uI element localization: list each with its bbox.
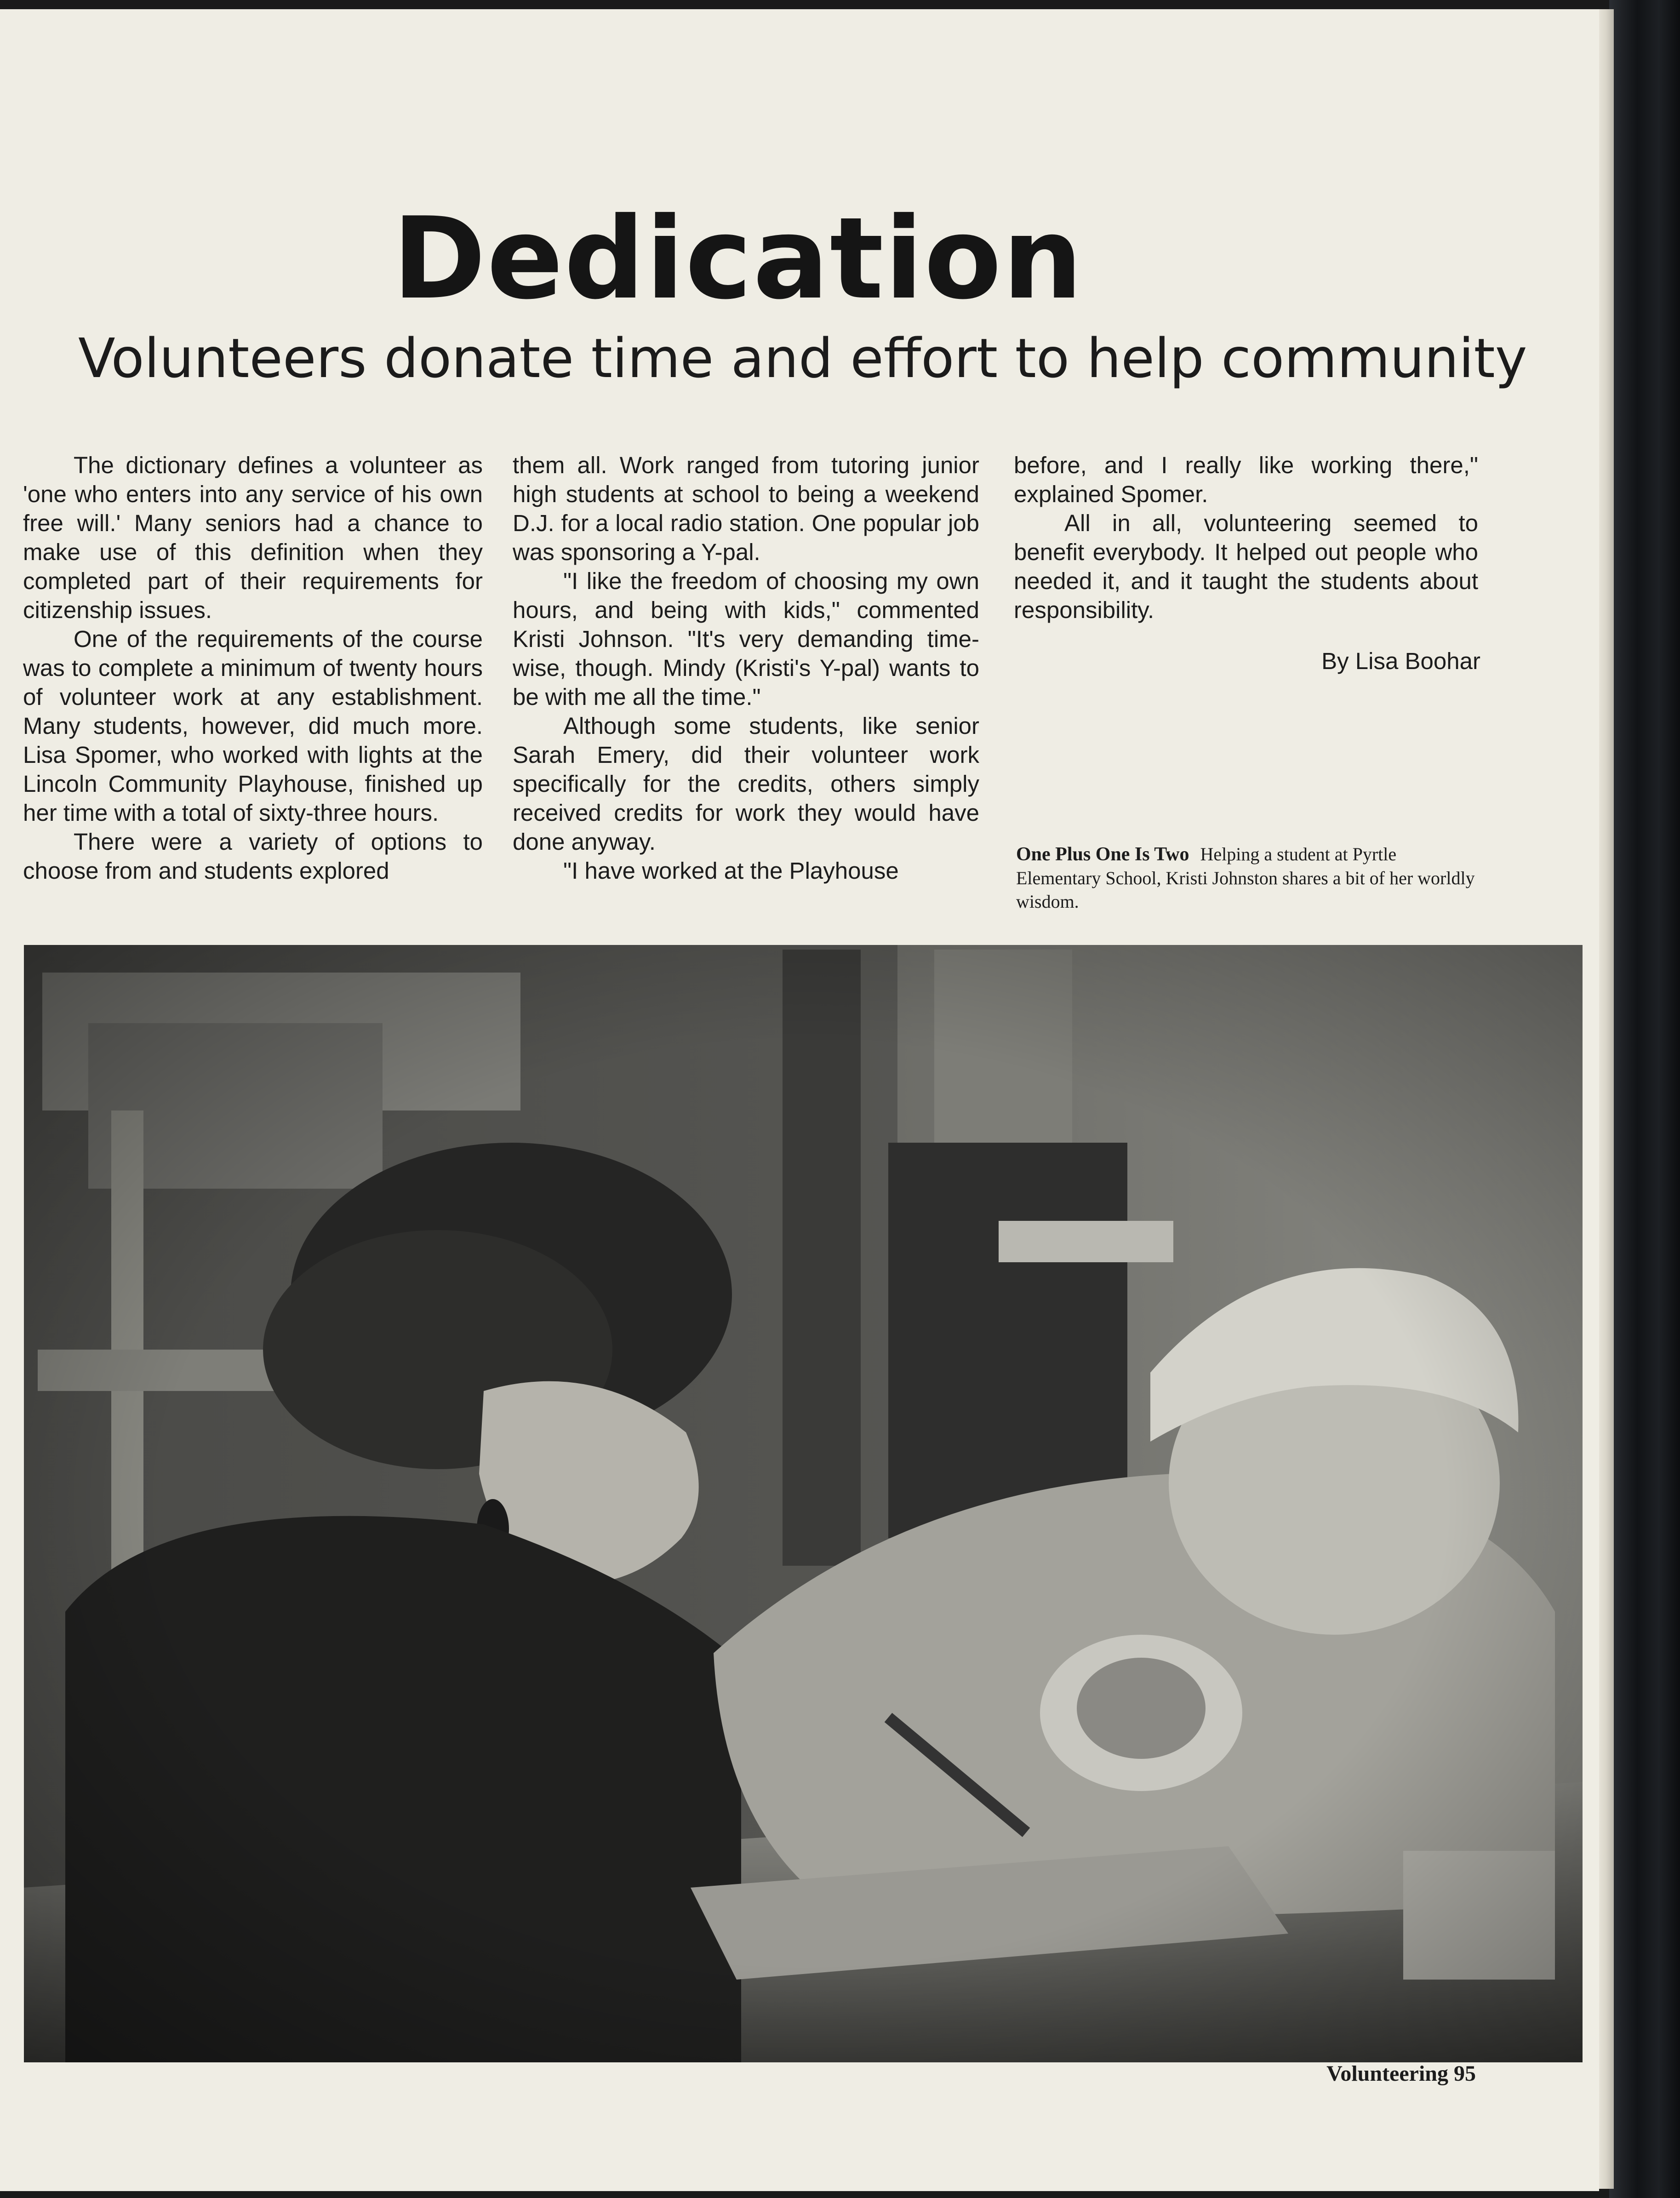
paragraph: The dictionary defines a volunteer as 'one who enters into any service of his own free will.' Many seniors had a chance to make use of this definition when they completed part of their requirements for citizenship issues.	[23, 452, 483, 623]
byline: By Lisa Boohar	[1321, 648, 1480, 674]
paragraph: before, and I really like working there," explained Spomer.	[1014, 452, 1478, 507]
paragraph: One of the requirements of the course was to complete a minimum of twenty hours of volunteer work at any establishment. Many students, however, did much more. Lisa Spomer, who worked with lights at the Lincoln Community Playhouse, finished up her time with a total of sixty-three hours.	[23, 626, 483, 826]
page-subtitle: Volunteers donate time and effort to help community	[78, 326, 1527, 390]
paragraph: "I like the freedom of choosing my own hours, and being with kids," commented Kristi Johnson. "It's very demanding time-wise, though. Mindy (Kristi's Y-pal) wants to be with me all the time."	[513, 568, 979, 710]
page-title: Dedication	[392, 193, 1084, 324]
paragraph: All in all, volunteering seemed to benefit everybody. It helped out people who needed it, and it taught the students about responsibility.	[1014, 510, 1478, 623]
paragraph: "I have worked at the Playhouse	[563, 858, 899, 884]
paragraph: There were a variety of options to choose from and students explored	[23, 829, 483, 884]
paragraph: them all. Work ranged from tutoring junior high students at school to being a weekend D.J. for a local radio station. One popular job was sponsoring a Y-pal.	[513, 452, 979, 565]
article-column-3	[1014, 451, 1478, 624]
caption-title: One Plus One Is Two	[1016, 844, 1189, 865]
photo-volunteer-tutoring	[24, 945, 1583, 2062]
photo-caption	[1016, 842, 1476, 913]
caption-text: Helping a student at Pyrtle Elementary School, Kristi Johnston shares a bit of her worldly wisdom.	[1016, 844, 1475, 912]
article-column-1	[23, 451, 483, 885]
article-column-2	[513, 451, 979, 885]
yearbook-page	[0, 9, 1599, 2191]
binder-edge	[1609, 0, 1680, 2198]
paragraph: Although some students, like senior Sarah Emery, did their volunteer work specifically for the credits, others simply received credits for work they would have done anyway.	[513, 713, 979, 855]
page-folio: Volunteering 95	[1326, 2061, 1476, 2086]
